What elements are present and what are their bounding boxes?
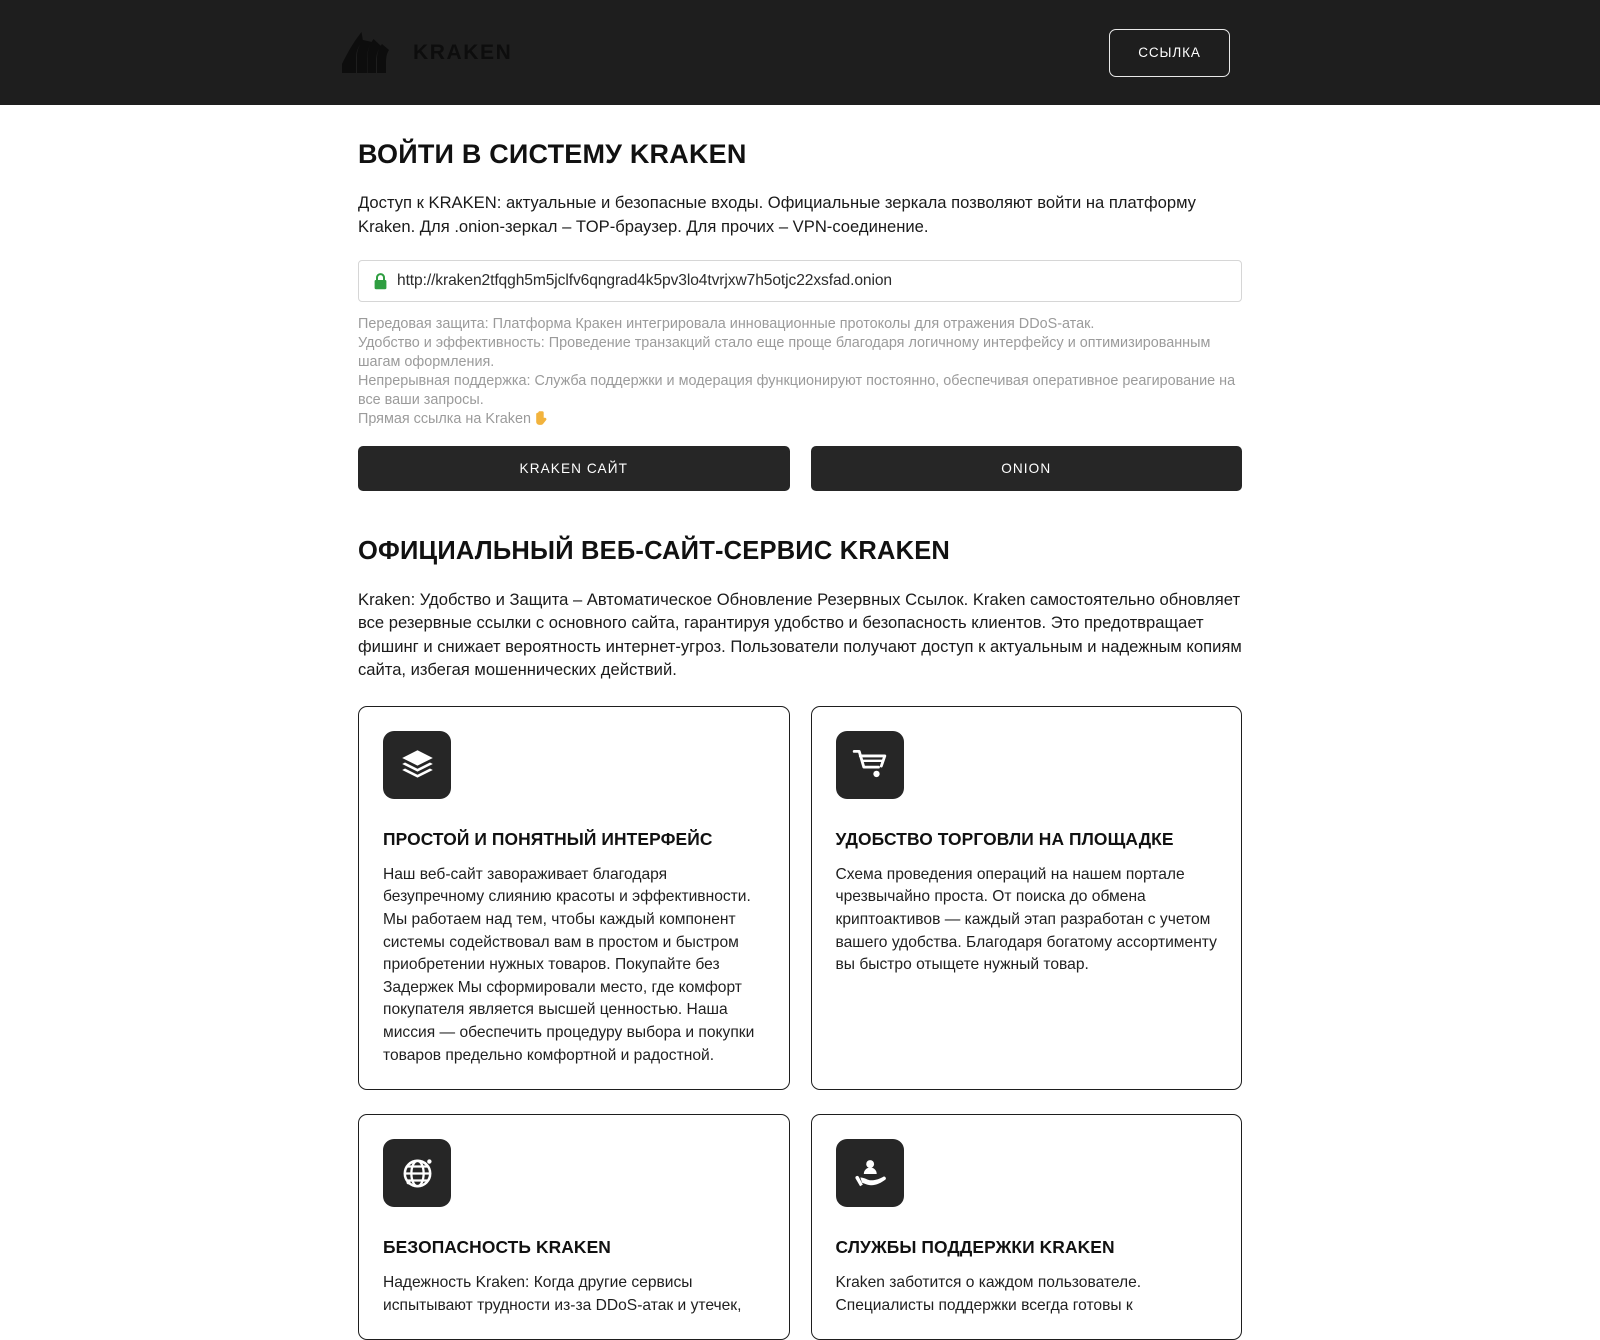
- green-lock-icon: [373, 273, 388, 290]
- note-item: Удобство и эффективность: Проведение транзакций стало еще проще благодаря логичному интерфейсу и оптимизированным шагам оформления.: [358, 335, 1211, 371]
- pointing-down-hand-icon: [531, 411, 548, 427]
- card-text: Наш веб-сайт завораживает благодаря безупречному слиянию красоты и эффективности. Мы работаем над тем, чтобы каждый компонент системы содействовал вам в простом и быстром приобретении нужных товаров. Покупайте без Задержек Мы сформировали место, где комфорт покупателя является высшей ценностью. Наша миссия — обеспечить процедуру выбора и покупки товаров предельно комфортной и радостной.: [383, 865, 755, 1064]
- note-item: Передовая защита: Платформа Кракен интегрировала инновационные протоколы для отражения DDoS-атак.: [358, 316, 1095, 333]
- login-lead-text: Доступ к KRAKEN: актуальные и безопасные входы. Официальные зеркала позволяют войти на платформу Kraken. Для .onion-зеркал – TOP-браузер. Для прочих – VPN-соединение.: [358, 193, 1196, 236]
- support-hand-icon: [836, 1139, 904, 1207]
- feature-card: [811, 706, 1243, 1090]
- service-section: [358, 537, 1242, 1340]
- feature-card-grid: [358, 706, 1242, 1340]
- header-link-button[interactable]: ССЫЛКА: [1109, 29, 1230, 77]
- note-item: Непрерывная поддержка: Служба поддержки и модерация функционируют постоянно, обеспечивая оперативное реагирование на все ваши запросы.: [358, 373, 1236, 409]
- feature-card: [358, 706, 790, 1090]
- feature-card: [811, 1114, 1243, 1340]
- service-section-title: ОФИЦИАЛЬНЫЙ ВЕБ-САЙТ-СЕРВИС KRAKEN: [358, 537, 951, 566]
- card-text: Kraken заботится о каждом пользователе. Специалисты поддержки всегда готовы к: [835, 1274, 1142, 1314]
- layers-icon: [383, 731, 451, 799]
- onion-url-value: http://kraken2tfqgh5m5jclfv6qngrad4k5pv3lo4tvrjxw7h5otjc22xsfad.onion: [397, 272, 893, 290]
- login-section: [358, 139, 1242, 491]
- card-title: БЕЗОПАСНОСТЬ KRAKEN: [383, 1237, 611, 1258]
- action-buttons: [358, 446, 1242, 491]
- security-notes: [358, 315, 1242, 429]
- brand-logo-link[interactable]: [341, 31, 512, 75]
- site-header: [0, 0, 1600, 105]
- shopping-cart-icon: [836, 731, 904, 799]
- direct-link-text: Прямая ссылка на Kraken: [358, 411, 531, 428]
- card-title: СЛУЖБЫ ПОДДЕРЖКИ KRAKEN: [835, 1237, 1115, 1258]
- card-text: Схема проведения операций на нашем портале чрезвычайно проста. От поиска до обмена криптоактивов — каждый этап разработан с учетом вашего удобства. Благодаря богатому ассортименту вы быстро отыщете нужный товар.: [835, 865, 1217, 974]
- card-title: ПРОСТОЙ И ПОНЯТНЫЙ ИНТЕРФЕЙС: [383, 828, 713, 849]
- card-text: Надежность Kraken: Когда другие сервисы испытывают трудности из-за DDoS-атак и утечек,: [383, 1274, 742, 1314]
- kraken-site-button[interactable]: KRAKEN САЙТ: [358, 446, 790, 491]
- brand-name: KRAKEN: [413, 40, 513, 64]
- kraken-logo: [341, 31, 399, 75]
- card-title: УДОБСТВО ТОРГОВЛИ НА ПЛОЩАДКЕ: [835, 828, 1174, 849]
- onion-url-field[interactable]: [358, 260, 1242, 302]
- service-lead-text: Kraken: Удобство и Защита – Автоматическое Обновление Резервных Ссылок. Kraken самостоятельно обновляет все резервные ссылки с основного сайта, гарантируя удобство и безопасность клиентов. Это предотвращает фишинг и снижает вероятность интернет-угроз. Пользователи получают доступ к актуальным и надежным копиям сайта, избегая мошеннических действий.: [358, 589, 1242, 680]
- globe-icon: [383, 1139, 451, 1207]
- feature-card: [358, 1114, 790, 1340]
- onion-button[interactable]: ONION: [811, 446, 1243, 491]
- page-title: ВОЙТИ В СИСТЕМУ KRAKEN: [358, 139, 747, 169]
- direct-link-note: [358, 410, 1242, 429]
- page-content: [358, 105, 1242, 1340]
